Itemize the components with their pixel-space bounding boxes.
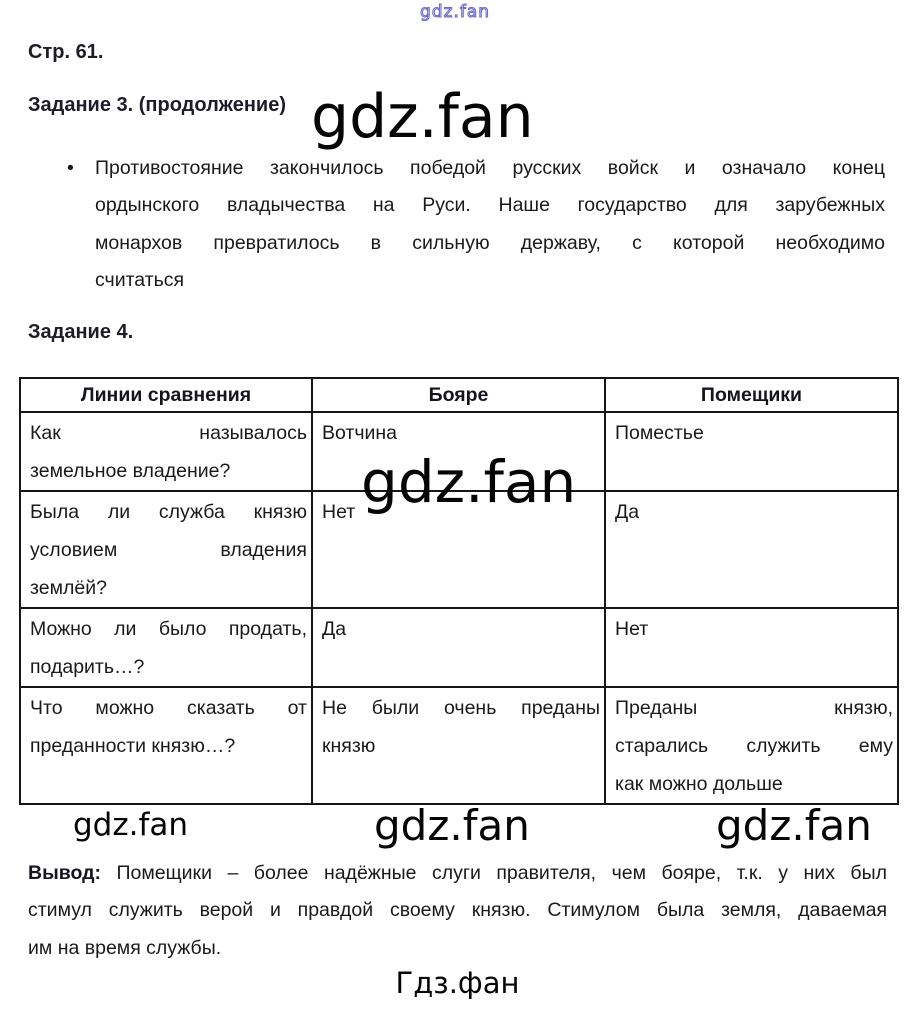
table-cell-criteria: [20, 687, 312, 804]
cell-line: подарить…?: [30, 656, 145, 678]
table-cell-boyare: [312, 687, 605, 804]
cell-line: Да: [322, 618, 347, 640]
task3-bullet-item: [65, 150, 885, 300]
table-cell-pomeshchiki: [605, 412, 898, 491]
cell-line: Да: [615, 501, 640, 523]
table-cell-criteria: [20, 412, 312, 491]
cell-line: князю: [322, 735, 376, 757]
task3-line: считаться: [95, 269, 185, 292]
table-cell-criteria: [20, 608, 312, 687]
watermark-top: gdz.fan: [420, 2, 491, 22]
table-header-row: [20, 378, 898, 412]
conclusion-line: стимул служить верой и правдой своему князю. Стимулом была земля, даваемая: [28, 899, 887, 922]
cell-line: Поместье: [615, 422, 704, 444]
table-cell-boyare: [312, 608, 605, 687]
table-row: [20, 608, 898, 687]
table-header-boyare: Бояре: [312, 378, 605, 412]
cell-line: Как называлось: [30, 422, 307, 444]
conclusion-label: Вывод:: [28, 862, 101, 884]
task4-heading: Задание 4.: [28, 321, 134, 343]
task3-line: Противостояние закончилось победой русских войск и означало конец: [95, 157, 885, 179]
cell-line: как можно дольше: [615, 773, 783, 795]
cell-line: Можно ли было продать,: [30, 618, 307, 640]
cell-line: условием владения: [30, 539, 307, 561]
conclusion-paragraph: [28, 855, 887, 967]
watermark-bottom-center: gdz.fan: [374, 801, 530, 850]
watermark-bottom-right: gdz.fan: [716, 801, 872, 850]
table-header-pomeshchiki: Помещики: [605, 378, 898, 412]
table-row: [20, 687, 898, 804]
cell-line: Нет: [322, 501, 356, 523]
comparison-table: [19, 377, 899, 805]
cell-line: преданности князю…?: [30, 735, 236, 757]
watermark-bottom-left: gdz.fan: [73, 807, 189, 843]
table-cell-pomeshchiki: [605, 608, 898, 687]
task3-line: ордынского владычества на Руси. Наше государство для зарубежных: [95, 194, 885, 217]
conclusion-line: им на время службы.: [28, 936, 222, 959]
footer-site-name: Гдз.фан: [395, 966, 520, 1000]
cell-line: Что можно сказать от: [30, 697, 307, 719]
task3-bullet-text: [95, 150, 885, 300]
table-cell-pomeshchiki: [605, 687, 898, 804]
cell-line: земельное владение?: [30, 460, 231, 482]
conclusion-text: Помещики – более надёжные слуги правителя, чем бояре, т.к. у них был: [116, 862, 887, 884]
table-cell-criteria: [20, 491, 312, 608]
cell-line: Была ли служба князю: [30, 501, 307, 523]
conclusion-line: [28, 855, 887, 892]
table-cell-pomeshchiki: [605, 491, 898, 608]
cell-line: Преданы князю,: [615, 697, 893, 719]
watermark-table: gdz.fan: [361, 448, 577, 516]
watermark-large: gdz.fan: [311, 82, 534, 152]
cell-line: Вотчина: [322, 422, 398, 444]
task3-heading: Задание 3. (продолжение): [28, 94, 286, 116]
cell-line: землёй?: [30, 577, 107, 599]
task3-line: монархов превратилось в сильную державу, с которой необходимо: [95, 231, 885, 254]
page-label: Стр. 61.: [28, 41, 104, 63]
cell-line: Не были очень преданы: [322, 697, 600, 719]
cell-line: старались служить ему: [615, 735, 893, 757]
table-header-criteria: Линии сравнения: [20, 378, 312, 412]
cell-line: Нет: [615, 618, 649, 640]
bullet-marker: •: [67, 157, 74, 179]
